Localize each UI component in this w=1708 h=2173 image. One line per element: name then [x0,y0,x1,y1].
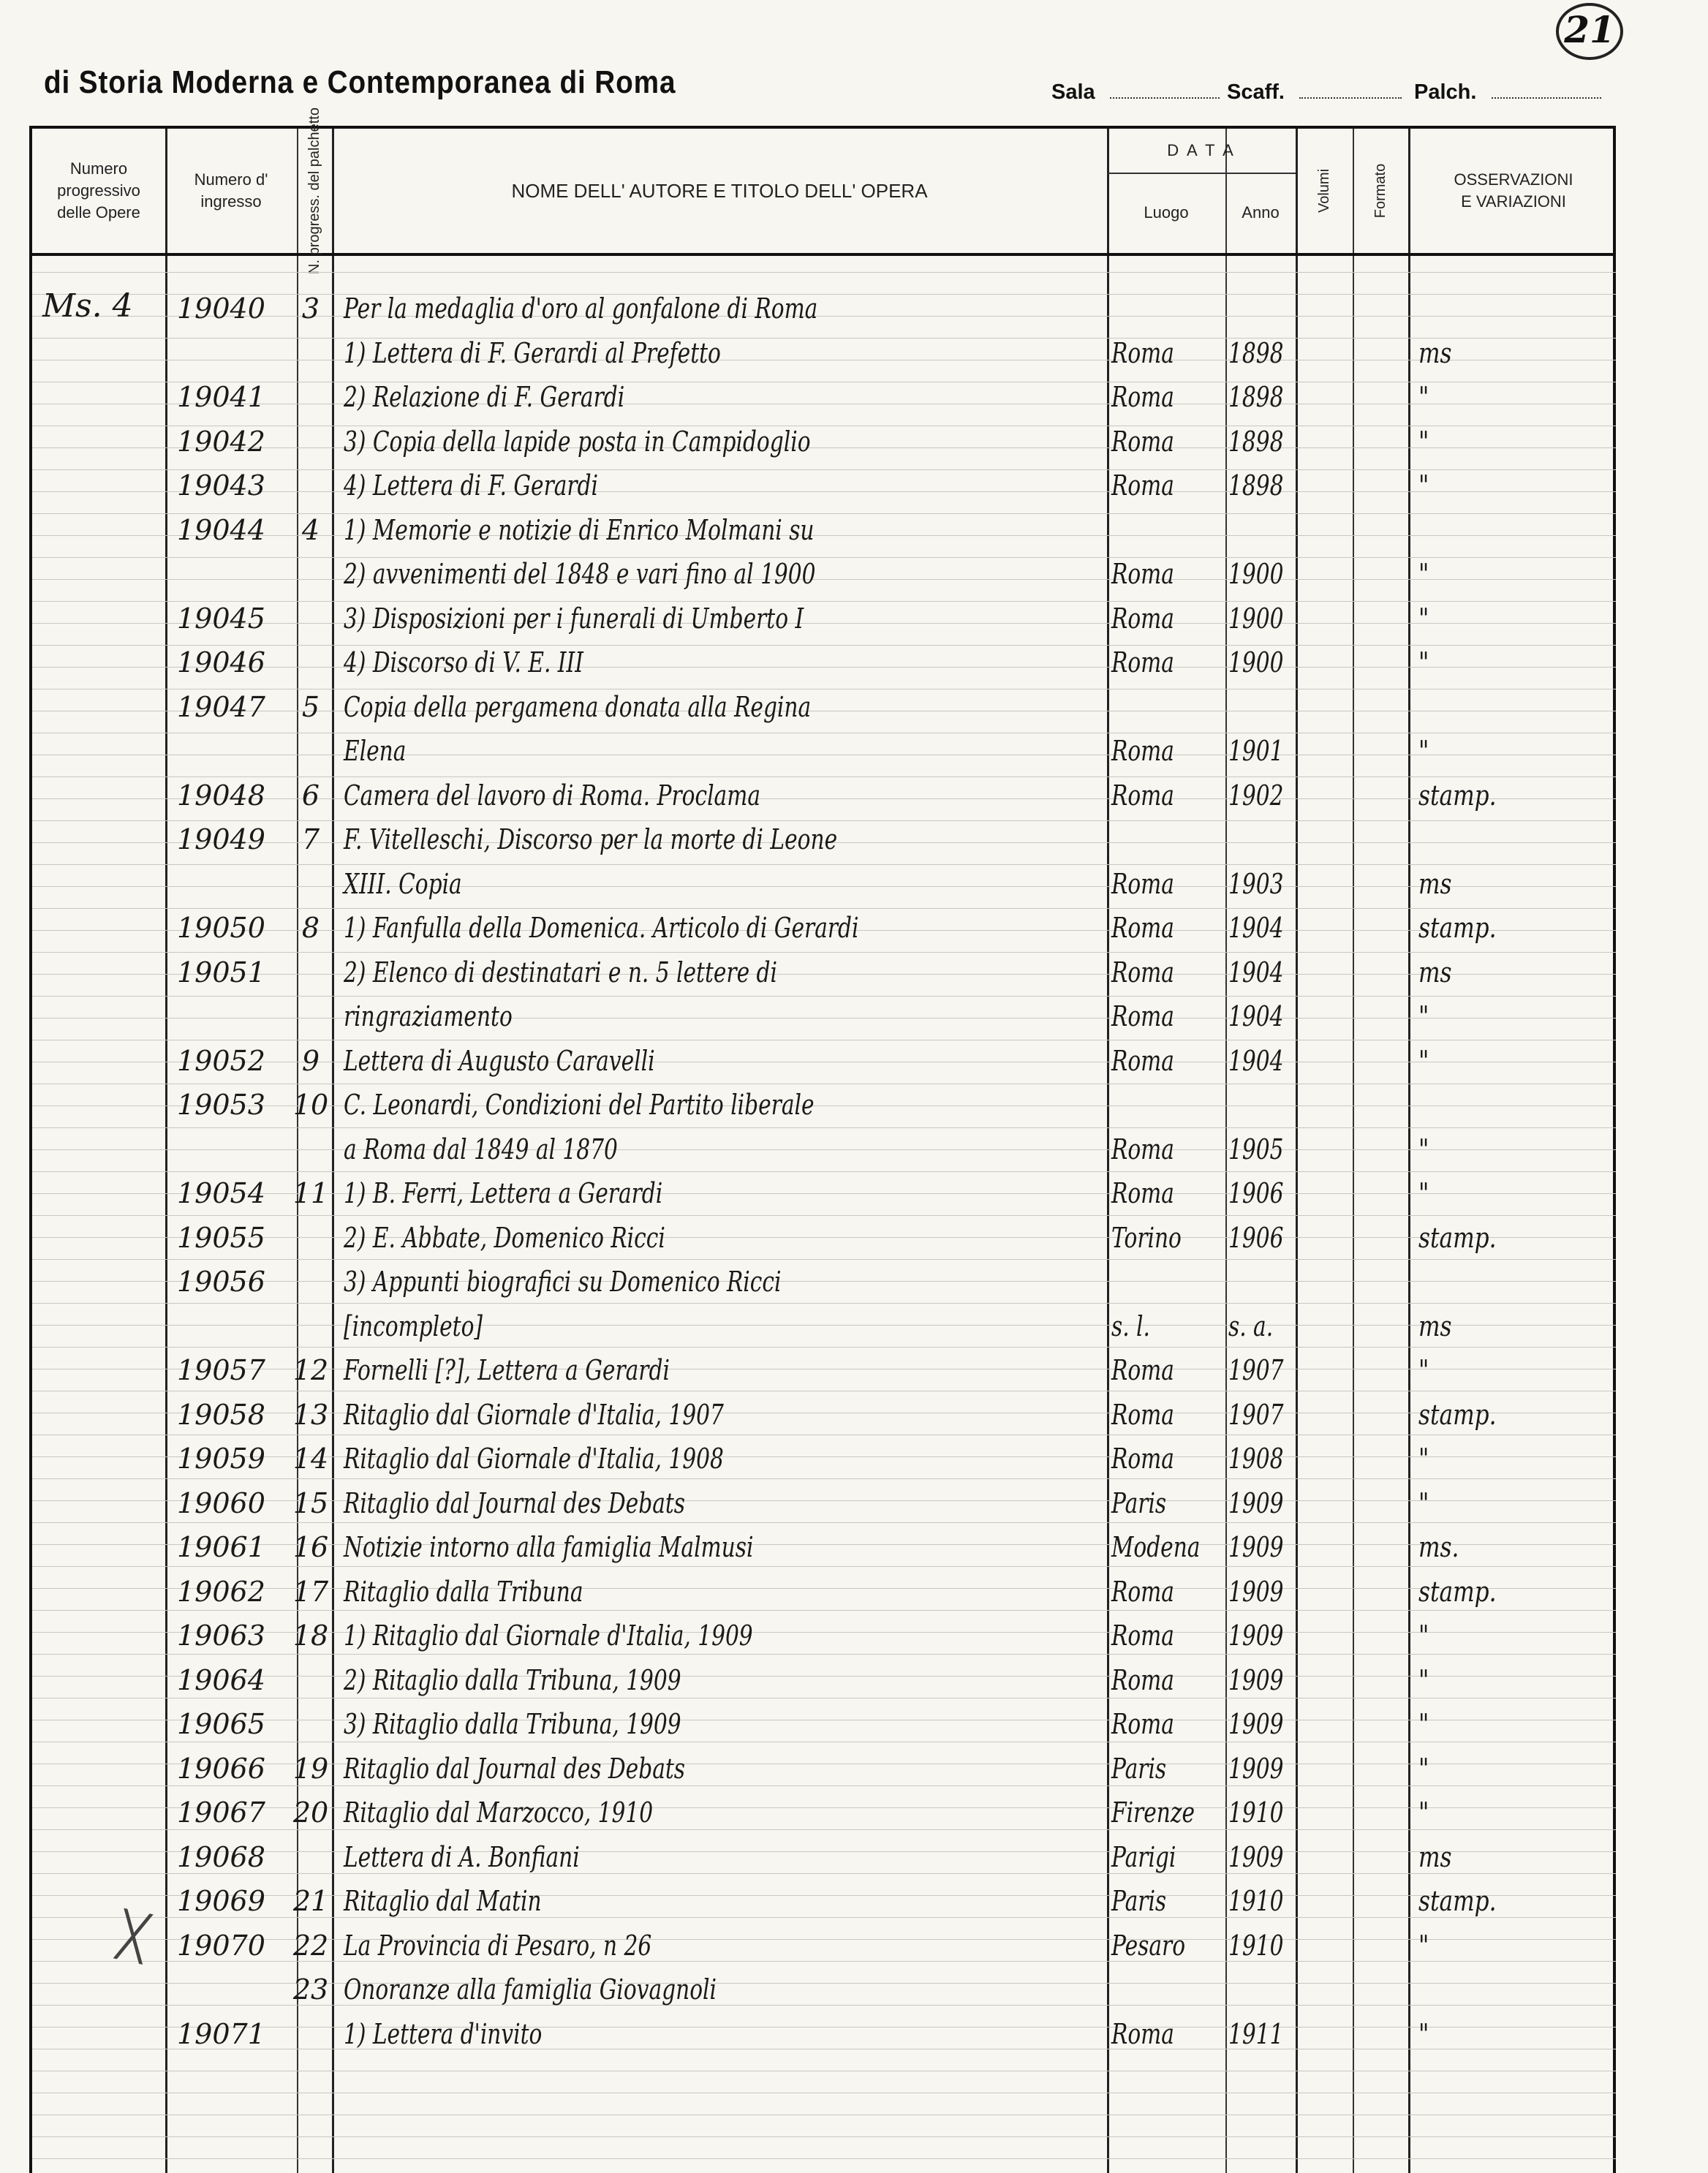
entry-number: 19047 [177,690,265,723]
work-title: Ritaglio dal Journal des Debats [344,1486,686,1519]
work-title: [incompleto] [344,1310,483,1342]
observation: ms. [1418,1531,1459,1563]
table-row [29,1525,1616,1566]
observation: " [1418,469,1429,502]
place: Roma [1111,912,1174,944]
place: Roma [1111,602,1174,635]
shelf-progressive: 6 [301,779,320,812]
observation: stamp. [1418,1575,1497,1608]
shelf-progressive: 13 [292,1398,329,1431]
entry-number: 19054 [177,1177,265,1209]
sala-blank [1110,84,1220,99]
place: Modena [1111,1531,1201,1563]
work-title: C. Leonardi, Condizioni del Partito liberale [344,1089,815,1121]
ruled-line [32,272,1616,273]
shelf-progressive: 18 [292,1620,329,1652]
observation: stamp. [1418,1398,1497,1431]
entry-number: 19044 [177,513,265,546]
observation: ms [1418,867,1452,900]
col-data: D A T A [1167,141,1236,159]
year: 1907 [1228,1398,1284,1431]
palch-blank [1492,84,1601,99]
observation: stamp. [1418,1885,1497,1917]
shelf-progressive: 4 [301,513,320,546]
table-row [29,1570,1616,1611]
ruled-line [32,1478,1616,1479]
observation: " [1418,2017,1429,2050]
work-title: 4) Discorso di V. E. III [344,646,583,679]
place: Paris [1111,1752,1167,1785]
year: 1909 [1228,1531,1284,1563]
year: 1911 [1228,2017,1284,2050]
entry-number: 19040 [177,292,265,325]
observation: ms [1418,956,1452,989]
entry-number: 19046 [177,646,265,679]
table-row [29,1127,1616,1168]
work-title: 3) Appunti biografici su Domenico Ricci [344,1266,782,1298]
work-title: Ritaglio dal Marzocco, 1910 [344,1796,654,1829]
observation: " [1418,425,1429,458]
table-row [29,1924,1616,1965]
col-formato: Formato [1372,163,1388,219]
ruled-line [32,1522,1616,1523]
observation: ms [1418,336,1452,369]
entry-number: 19065 [177,1708,265,1740]
table-row [29,1393,1616,1434]
place: Torino [1111,1221,1182,1254]
place: Parigi [1111,1840,1176,1873]
col-nome-titolo: NOME DELL' AUTORE E TITOLO DELL' OPERA [511,180,928,202]
place: Roma [1111,1575,1174,1608]
shelf-progressive: 19 [292,1752,329,1785]
entry-number: 19068 [177,1840,265,1873]
observation: " [1418,1354,1429,1386]
place: Roma [1111,646,1174,679]
place: Roma [1111,1354,1174,1386]
year: 1898 [1228,336,1284,369]
col-volumi: Volumi [1316,168,1332,213]
year: 1909 [1228,1486,1284,1519]
table-row [29,1658,1616,1699]
shelf-progressive: 16 [292,1531,329,1563]
work-title: 1) Memorie e notizie di Enrico Molmani su [344,513,815,546]
col-n-progress: N. progress. del palchetto [306,107,322,274]
observation: " [1418,1177,1429,1209]
work-title: 1) B. Ferri, Lettera a Gerardi [344,1177,663,1209]
observation: " [1418,381,1429,413]
entry-number: 19067 [177,1796,265,1829]
work-title: 2) Relazione di F. Gerardi [344,381,625,413]
work-title: 2) E. Abbate, Domenico Ricci [344,1221,665,1254]
observation: " [1418,646,1429,679]
year: 1902 [1228,779,1284,812]
work-title: 1) Lettera d'invito [344,2017,543,2050]
work-title: Camera del lavoro di Roma. Proclama [344,779,760,812]
entry-number: 19043 [177,469,265,502]
table-row [29,994,1616,1035]
entry-number: 19071 [177,2017,265,2050]
work-title: 2) Ritaglio dalla Tribuna, 1909 [344,1663,681,1696]
shelf-progressive: 17 [292,1575,329,1608]
place: Roma [1111,1708,1174,1740]
table-row [29,1702,1616,1743]
col-luogo: Luogo [1144,203,1189,222]
ruled-line [32,2158,1616,2159]
table-row [29,552,1616,593]
work-title: Elena [344,735,407,767]
observation: " [1418,1133,1429,1165]
observation: " [1418,1752,1429,1785]
work-title: Ritaglio dal Matin [344,1885,542,1917]
table-row [29,420,1616,461]
entry-number: 19057 [177,1354,265,1386]
ruled-line [32,1347,1616,1348]
place: Roma [1111,336,1174,369]
table-row [29,1968,1616,2008]
year: 1898 [1228,425,1284,458]
table-row [29,640,1616,681]
observation: " [1418,1443,1429,1475]
observation: " [1418,1044,1429,1077]
place: Roma [1111,2017,1174,2050]
entry-number: 19062 [177,1575,265,1608]
header-separator [32,253,1613,256]
entry-number: 19060 [177,1486,265,1519]
entry-number: 19058 [177,1398,265,1431]
year: 1909 [1228,1663,1284,1696]
table-row [29,1348,1616,1389]
place: Paris [1111,1486,1167,1519]
scaff-blank [1299,84,1402,99]
scaff-field [1227,80,1402,105]
table-row [29,597,1616,638]
place: Roma [1111,1663,1174,1696]
entry-number: 19069 [177,1885,265,1917]
work-title: 3) Copia della lapide posta in Campidoglio [344,425,811,458]
table-row [29,287,1616,328]
observation: " [1418,735,1429,767]
table-row [29,2012,1616,2053]
observation: ms [1418,1310,1452,1342]
year: 1898 [1228,381,1284,413]
year: 1904 [1228,912,1284,944]
year: 1909 [1228,1575,1284,1608]
year: 1901 [1228,735,1284,767]
place: Roma [1111,867,1174,900]
table-row [29,817,1616,858]
place: Roma [1111,1443,1174,1475]
year: 1906 [1228,1221,1284,1254]
observation: stamp. [1418,779,1497,812]
entry-number: 19066 [177,1752,265,1785]
place: Roma [1111,1133,1174,1165]
observation: ms [1418,1840,1452,1873]
shelf-progressive: 21 [292,1885,329,1917]
year: 1905 [1228,1133,1284,1165]
work-title: a Roma dal 1849 al 1870 [344,1133,618,1165]
table-row [29,951,1616,991]
place: Roma [1111,1398,1174,1431]
work-title: F. Vitelleschi, Discorso per la morte di Leone [344,823,838,855]
shelf-progressive: 7 [301,823,320,855]
sala-field [1051,80,1220,105]
table-row [29,774,1616,815]
table-row [29,1437,1616,1478]
shelf-progressive: 23 [292,1973,329,2006]
work-title: XIII. Copia [344,867,462,900]
ruled-line [32,2136,1616,2137]
year: 1900 [1228,602,1284,635]
shelf-progressive: 12 [292,1354,329,1386]
observation: " [1418,1000,1429,1032]
work-title: 2) avvenimenti del 1848 e vari fino al 1900 [344,558,816,590]
year: 1903 [1228,867,1284,900]
table-row [29,906,1616,947]
year: 1909 [1228,1840,1284,1873]
work-title: Ritaglio dal Journal des Debats [344,1752,686,1785]
year: 1904 [1228,956,1284,989]
shelf-progressive: 14 [292,1443,329,1475]
place: Paris [1111,1885,1167,1917]
table-row [29,862,1616,903]
page-number: 21 [1556,3,1623,60]
work-title: 4) Lettera di F. Gerardi [344,469,599,502]
shelf-progressive: 22 [292,1929,329,1962]
shelf-progressive: 3 [301,292,320,325]
place: Pesaro [1111,1929,1186,1962]
table-row [29,1304,1616,1345]
sala-label: Sala [1051,80,1095,104]
entry-number: 19061 [177,1531,265,1563]
observation: stamp. [1418,912,1497,944]
shelf-progressive: 10 [292,1089,329,1121]
year: 1910 [1228,1929,1284,1962]
place: Roma [1111,381,1174,413]
place: Roma [1111,425,1174,458]
table-row [29,1879,1616,1920]
table-row [29,375,1616,416]
palch-label: Palch. [1414,80,1477,104]
work-title: Ritaglio dal Giornale d'Italia, 1908 [344,1443,724,1475]
work-title: 3) Disposizioni per i funerali di Umberto I [344,602,804,635]
place: Roma [1111,956,1174,989]
table-row [29,1481,1616,1522]
year: 1900 [1228,646,1284,679]
col-numero-progressivo: Numero progressivo delle Opere [57,159,140,222]
place: Roma [1111,1000,1174,1032]
table-row [29,1039,1616,1080]
work-title: Fornelli [?], Lettera a Gerardi [344,1354,670,1386]
year: 1908 [1228,1443,1284,1475]
year: 1910 [1228,1796,1284,1829]
observation: " [1418,1796,1429,1829]
shelf-mark: Ms. 4 [42,287,133,325]
entry-number: 19041 [177,381,265,413]
observation: " [1418,1929,1429,1962]
place: Roma [1111,779,1174,812]
table-row [29,508,1616,549]
table-row [29,1835,1616,1876]
table-row [29,729,1616,770]
table-row [29,1083,1616,1124]
shelf-progressive: 15 [292,1486,329,1519]
work-title: 2) Elenco di destinatari e n. 5 lettere di [344,956,778,989]
table-row [29,331,1616,372]
year: 1904 [1228,1044,1284,1077]
entry-number: 19052 [177,1044,265,1077]
table-row [29,1260,1616,1301]
observation: stamp. [1418,1221,1497,1254]
entry-number: 19042 [177,425,265,458]
ruled-line [32,1566,1616,1567]
table-row [29,1614,1616,1655]
place: Roma [1111,469,1174,502]
place: Roma [1111,735,1174,767]
year: 1904 [1228,1000,1284,1032]
year: 1907 [1228,1354,1284,1386]
observation: " [1418,558,1429,590]
col-osservazioni: OSSERVAZIONI E VARIAZIONI [1454,170,1573,211]
work-title: Per la medaglia d'oro al gonfalone di Roma [344,292,818,325]
scaff-label: Scaff. [1227,80,1285,104]
year: 1900 [1228,558,1284,590]
work-title: Notizie intorno alla famiglia Malmusi [344,1531,754,1563]
work-title: 3) Ritaglio dalla Tribuna, 1909 [344,1708,681,1740]
entry-number: 19048 [177,779,265,812]
work-title: Lettera di A. Bonfiani [344,1840,580,1873]
observation: " [1418,602,1429,635]
shelf-progressive: 9 [301,1044,320,1077]
entry-number: 19051 [177,956,265,989]
work-title: Ritaglio dal Giornale d'Italia, 1907 [344,1398,724,1431]
year: s. a. [1228,1310,1274,1342]
shelf-progressive: 11 [292,1177,329,1209]
entry-number: 19055 [177,1221,265,1254]
work-title: Lettera di Augusto Caravelli [344,1044,655,1077]
table-row [29,464,1616,504]
work-title: Onoranze alla famiglia Giovagnoli [344,1973,717,2006]
work-title: Ritaglio dalla Tribuna [344,1575,583,1608]
year: 1909 [1228,1752,1284,1785]
shelf-progressive: 20 [292,1796,329,1829]
place: Roma [1111,1620,1174,1652]
shelf-progressive: 8 [301,912,320,944]
observation: " [1418,1620,1429,1652]
work-title: 1) Ritaglio dal Giornale d'Italia, 1909 [344,1620,753,1652]
table-row [29,1791,1616,1832]
col-numero-ingresso: Numero d' ingresso [194,170,268,211]
entry-number: 19063 [177,1620,265,1652]
observation: " [1418,1486,1429,1519]
work-title: 1) Lettera di F. Gerardi al Prefetto [344,336,721,369]
x-mark: ╳ [115,1909,152,1965]
place: Roma [1111,1044,1174,1077]
year: 1909 [1228,1620,1284,1652]
page-title: di Storia Moderna e Contemporanea di Roma [44,64,676,100]
year: 1898 [1228,469,1284,502]
place: s. l. [1111,1310,1150,1342]
work-title: La Provincia di Pesaro, n 26 [344,1929,652,1962]
entry-number: 19064 [177,1663,265,1696]
table-row [29,1216,1616,1257]
place: Roma [1111,1177,1174,1209]
place: Firenze [1111,1796,1195,1829]
work-title: 1) Fanfulla della Domenica. Articolo di Gerardi [344,912,859,944]
observation: " [1418,1663,1429,1696]
table-row [29,1171,1616,1212]
table-row [29,685,1616,726]
year: 1906 [1228,1177,1284,1209]
place: Roma [1111,558,1174,590]
shelf-progressive: 5 [301,690,320,723]
observation: " [1418,1708,1429,1740]
entry-number: 19045 [177,602,265,635]
year: 1909 [1228,1708,1284,1740]
entry-number: 19053 [177,1089,265,1121]
year: 1910 [1228,1885,1284,1917]
palch-field [1414,80,1601,105]
entry-number: 19050 [177,912,265,944]
work-title: ringraziamento [344,1000,513,1032]
work-title: Copia della pergamena donata alla Regina [344,690,812,723]
table-row [29,1747,1616,1788]
entry-number: 19049 [177,823,265,855]
entry-number: 19059 [177,1443,265,1475]
entry-number: 19056 [177,1266,265,1298]
col-anno: Anno [1242,203,1280,222]
entry-number: 19070 [177,1929,265,1962]
